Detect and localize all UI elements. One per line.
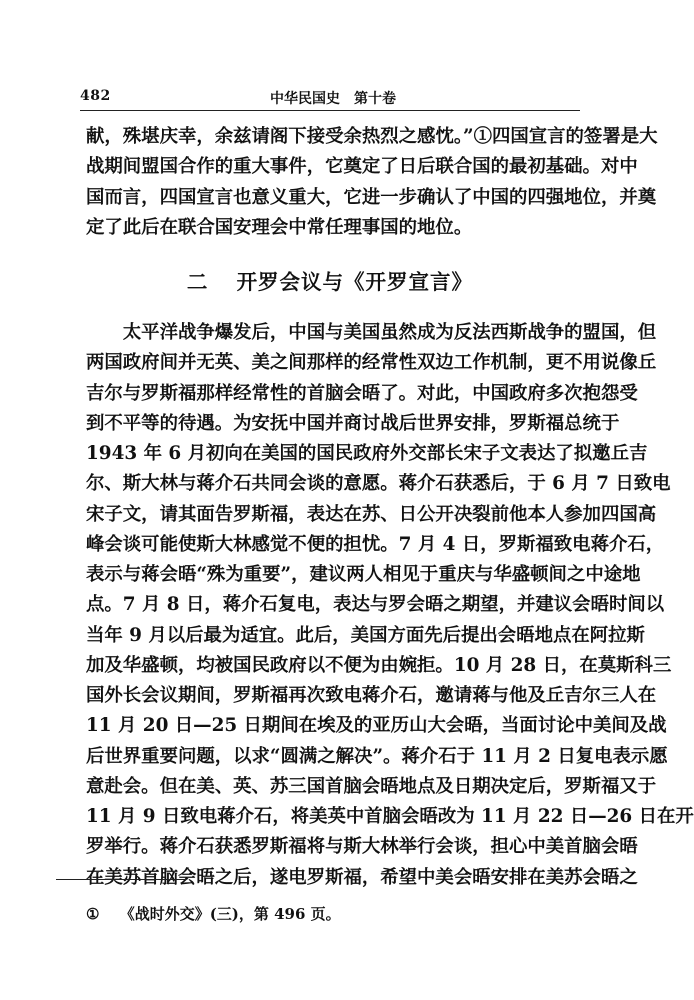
section-title: 开罗会议与《开罗宣言》 xyxy=(236,270,474,294)
section-heading xyxy=(80,265,580,295)
text-line: 战期间盟国合作的重大事件，它奠定了日后联合国的最初基础。对中 xyxy=(86,156,638,178)
main-paragraph xyxy=(86,318,694,893)
page-number: 482 xyxy=(80,88,111,104)
footnote-rule xyxy=(56,879,186,880)
text-line: 加及华盛顿，均被国民政府以不便为由婉拒。10 月 28 日，在莫斯科三 xyxy=(86,654,672,676)
footnote-text: 《战时外交》(三)，第 496 页。 xyxy=(119,905,341,923)
page-header xyxy=(80,88,580,110)
footnote-mark: ① xyxy=(86,905,100,923)
text-line: 峰会谈可能使斯大林感觉不便的担忧。7 月 4 日，罗斯福致电蒋介石， xyxy=(86,533,665,555)
text-line: 表示与蒋会晤“殊为重要”，建议两人相见于重庆与华盛顿间之中途地 xyxy=(86,564,641,585)
text-line: 11 月 9 日致电蒋介石，将美英中首脑会晤改为 11 月 22 日—26 日在开 xyxy=(86,806,694,827)
header-rule xyxy=(80,110,580,111)
intro-paragraph xyxy=(86,122,658,243)
footnote xyxy=(86,903,341,924)
text-line: 当年 9 月以后最为适宜。此后，美国方面先后提出会晤地点在阿拉斯 xyxy=(86,624,645,646)
section-number: 二 xyxy=(186,270,209,294)
text-line: 11 月 20 日—25 日期间在埃及的亚历山大会晤，当面讨论中美间及战 xyxy=(86,715,667,737)
text-line: 国而言，四国宣言也意义重大，它进一步确认了中国的四强地位，并奠 xyxy=(86,186,657,208)
text-line: 点。7 月 8 日，蒋介石复电，表达与罗会晤之期望，并建议会晤时间以 xyxy=(86,594,665,616)
running-title: 中华民国史 第十卷 xyxy=(270,91,396,107)
text-line: 后世界重要问题，以求“圆满之解决”。蒋介石于 11 月 2 日复电表示愿 xyxy=(86,745,668,767)
text-line: 1943 年 6 月初向在美国的国民政府外交部长宋子文表达了拟邀丘吉 xyxy=(86,443,648,464)
text-line: 献，殊堪庆幸，余兹请阁下接受余热烈之感忱。”①四国宣言的签署是大 xyxy=(86,126,658,147)
text-line: 罗举行。蒋介石获悉罗斯福将与斯大林举行会谈，担心中美首脑会晤 xyxy=(86,836,638,858)
text-line: 太平洋战争爆发后，中国与美国虽然成为反法西斯战争的盟国，但 xyxy=(86,322,657,343)
text-line: 两国政府间并无英、美之间那样的经常性双边工作机制，更不用说像丘 xyxy=(86,352,657,374)
text-line: 吉尔与罗斯福那样经常性的首脑会晤了。对此，中国政府多次抱怨受 xyxy=(86,382,638,404)
text-line: 尔、斯大林与蒋介石共同会谈的意愿。蒋介石获悉后，于 6 月 7 日致电 xyxy=(86,473,671,495)
text-line: 意赴会。但在美、英、苏三国首脑会晤地点及日期决定后，罗斯福又于 xyxy=(86,775,657,797)
text-line: 在美苏首脑会晤之后，遂电罗斯福，希望中美会晤安排在美苏会晤之 xyxy=(86,866,638,888)
text-line: 宋子文，请其面告罗斯福，表达在苏、日公开决裂前他本人参加四国高 xyxy=(86,503,657,525)
text-line: 国外长会议期间，罗斯福再次致电蒋介石，邀请蒋与他及丘吉尔三人在 xyxy=(86,685,657,706)
text-line: 定了此后在联合国安理会中常任理事国的地位。 xyxy=(86,216,473,238)
text-line: 到不平等的待遇。为安抚中国并商讨战后世界安排，罗斯福总统于 xyxy=(86,412,620,434)
